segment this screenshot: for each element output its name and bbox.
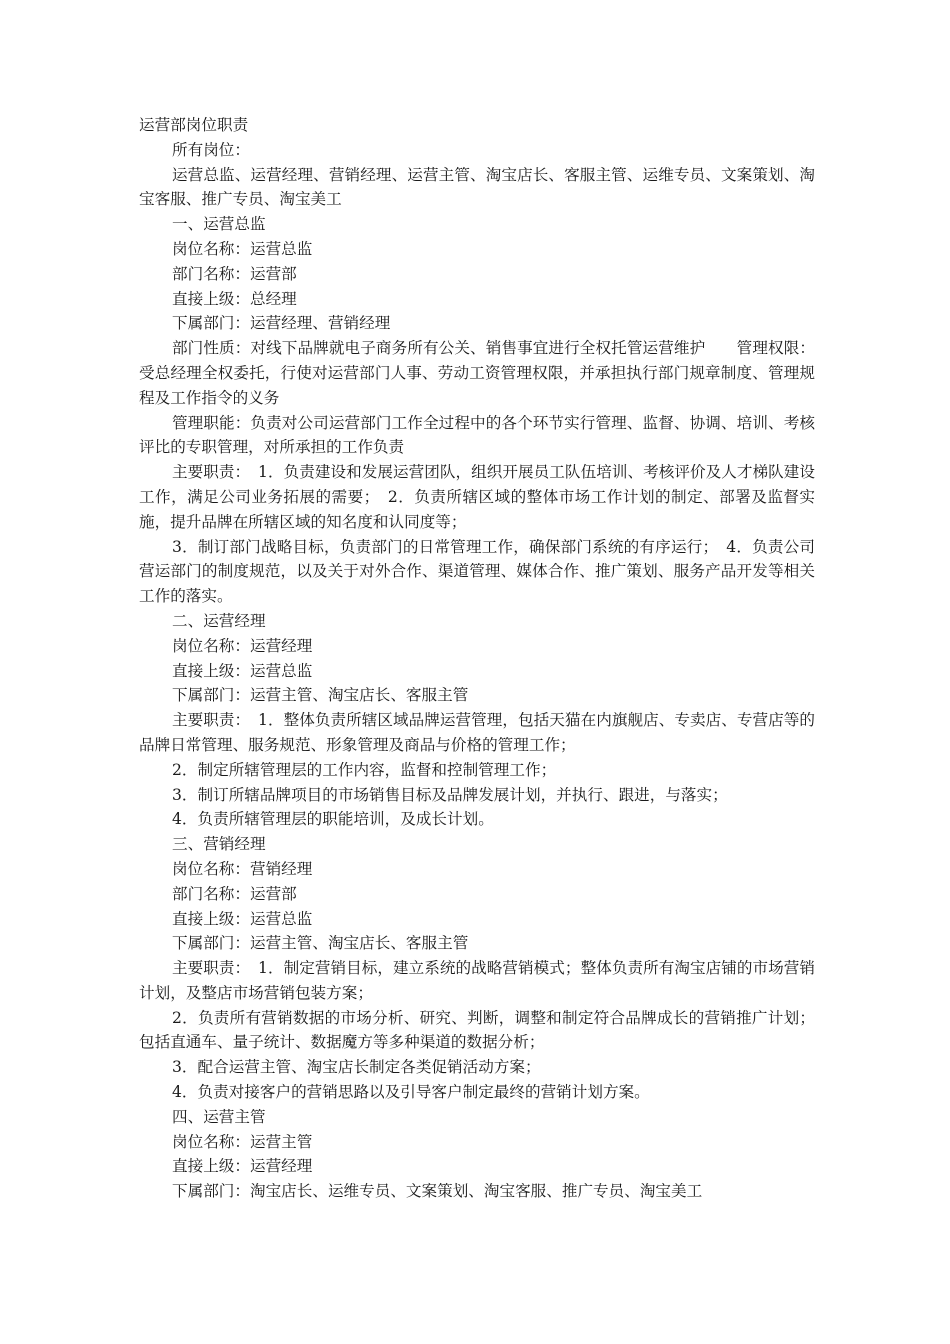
paragraph: 下属部门：运营主管、淘宝店长、客服主管 (172, 934, 469, 953)
paragraph: 岗位名称：运营总监 (172, 239, 313, 258)
paragraph: 岗位名称：营销经理 (172, 859, 313, 878)
paragraph: 部门性质：对线下品牌就电子商务所有公关、销售事宜进行全权托管运营维护 管理权限：受总经理全权委托，行使对运营部门人事、劳动工资管理权限，并承担执行部门规章制度、管理规程及工作指令的义务 (139, 339, 815, 407)
paragraph: 部门名称：运营部 (172, 264, 297, 283)
section-heading-3: 三、营销经理 (172, 835, 266, 854)
paragraph: 主要职责： 1．制定营销目标，建立系统的战略营销模式；整体负责所有淘宝店铺的市场营销计划，及整店市场营销包装方案； (139, 959, 815, 1002)
paragraph: 管理职能：负责对公司运营部门工作全过程中的各个环节实行管理、监督、协调、培训、考核评比的专职管理，对所承担的工作负责 (139, 413, 815, 457)
paragraph: 直接上级：运营经理 (172, 1157, 313, 1176)
section-heading-4: 四、运营主管 (172, 1107, 266, 1126)
paragraph: 下属部门：淘宝店长、运维专员、文案策划、淘宝客服、推广专员、淘宝美工 (172, 1182, 703, 1201)
paragraph: 下属部门：运营经理、营销经理 (172, 314, 391, 333)
document-title: 运营部岗位职责 (139, 116, 249, 134)
paragraph: 2．负责所有营销数据的市场分析、研究、判断，调整和制定符合品牌成长的营销推广计划；包括直通车、量子统计、数据魔方等多种渠道的数据分析； (139, 1008, 815, 1052)
paragraph: 3．制订所辖品牌项目的市场销售目标及品牌发展计划，并执行、跟进，与落实； (172, 785, 728, 804)
paragraph-all-positions-list: 运营总监、运营经理、营销经理、运营主管、淘宝店长、客服主管、运维专员、文案策划、淘宝客服、推广专员、淘宝美工 (139, 165, 815, 209)
paragraph: 主要职责： 1．整体负责所辖区域品牌运营管理，包括天猫在内旗舰店、专卖店、专营店等的品牌日常管理、服务规范、形象管理及商品与价格的管理工作； (139, 711, 815, 754)
paragraph: 岗位名称：运营经理 (172, 636, 313, 655)
section-heading-2: 二、运营经理 (172, 611, 266, 630)
section-heading-1: 一、运营总监 (172, 215, 266, 234)
paragraph: 下属部门：运营主管、淘宝店长、客服主管 (172, 686, 469, 705)
paragraph: 2．制定所辖管理层的工作内容，监督和控制管理工作； (172, 760, 557, 779)
paragraph: 4．负责对接客户的营销思路以及引导客户制定最终的营销计划方案。 (172, 1083, 650, 1102)
document-page (139, 113, 815, 1204)
paragraph: 直接上级：运营总监 (172, 909, 313, 928)
paragraph: 部门名称：运营部 (172, 884, 297, 903)
paragraph: 3．配合运营主管、淘宝店长制定各类促销活动方案； (172, 1058, 541, 1077)
paragraph: 主要职责： 1．负责建设和发展运营团队，组织开展员工队伍培训、考核评价及人才梯队建设工作，满足公司业务拓展的需要； 2．负责所辖区域的整体市场工作计划的制定、部署及监督实施，提升品牌在所辖区域的知名度和认同度等； (139, 463, 815, 531)
paragraph: 4．负责所辖管理层的职能培训，及成长计划。 (172, 810, 494, 829)
paragraph: 直接上级：运营总监 (172, 661, 313, 680)
paragraph: 直接上级：总经理 (172, 289, 297, 308)
paragraph: 3．制订部门战略目标，负责部门的日常管理工作，确保部门系统的有序运行； 4．负责公司营运部门的制度规范，以及关于对外合作、渠道管理、媒体合作、推广策划、服务产品开发等相关工作的落实。 (139, 537, 815, 606)
paragraph: 岗位名称：运营主管 (172, 1132, 313, 1151)
paragraph-all-positions-heading: 所有岗位： (172, 140, 250, 159)
